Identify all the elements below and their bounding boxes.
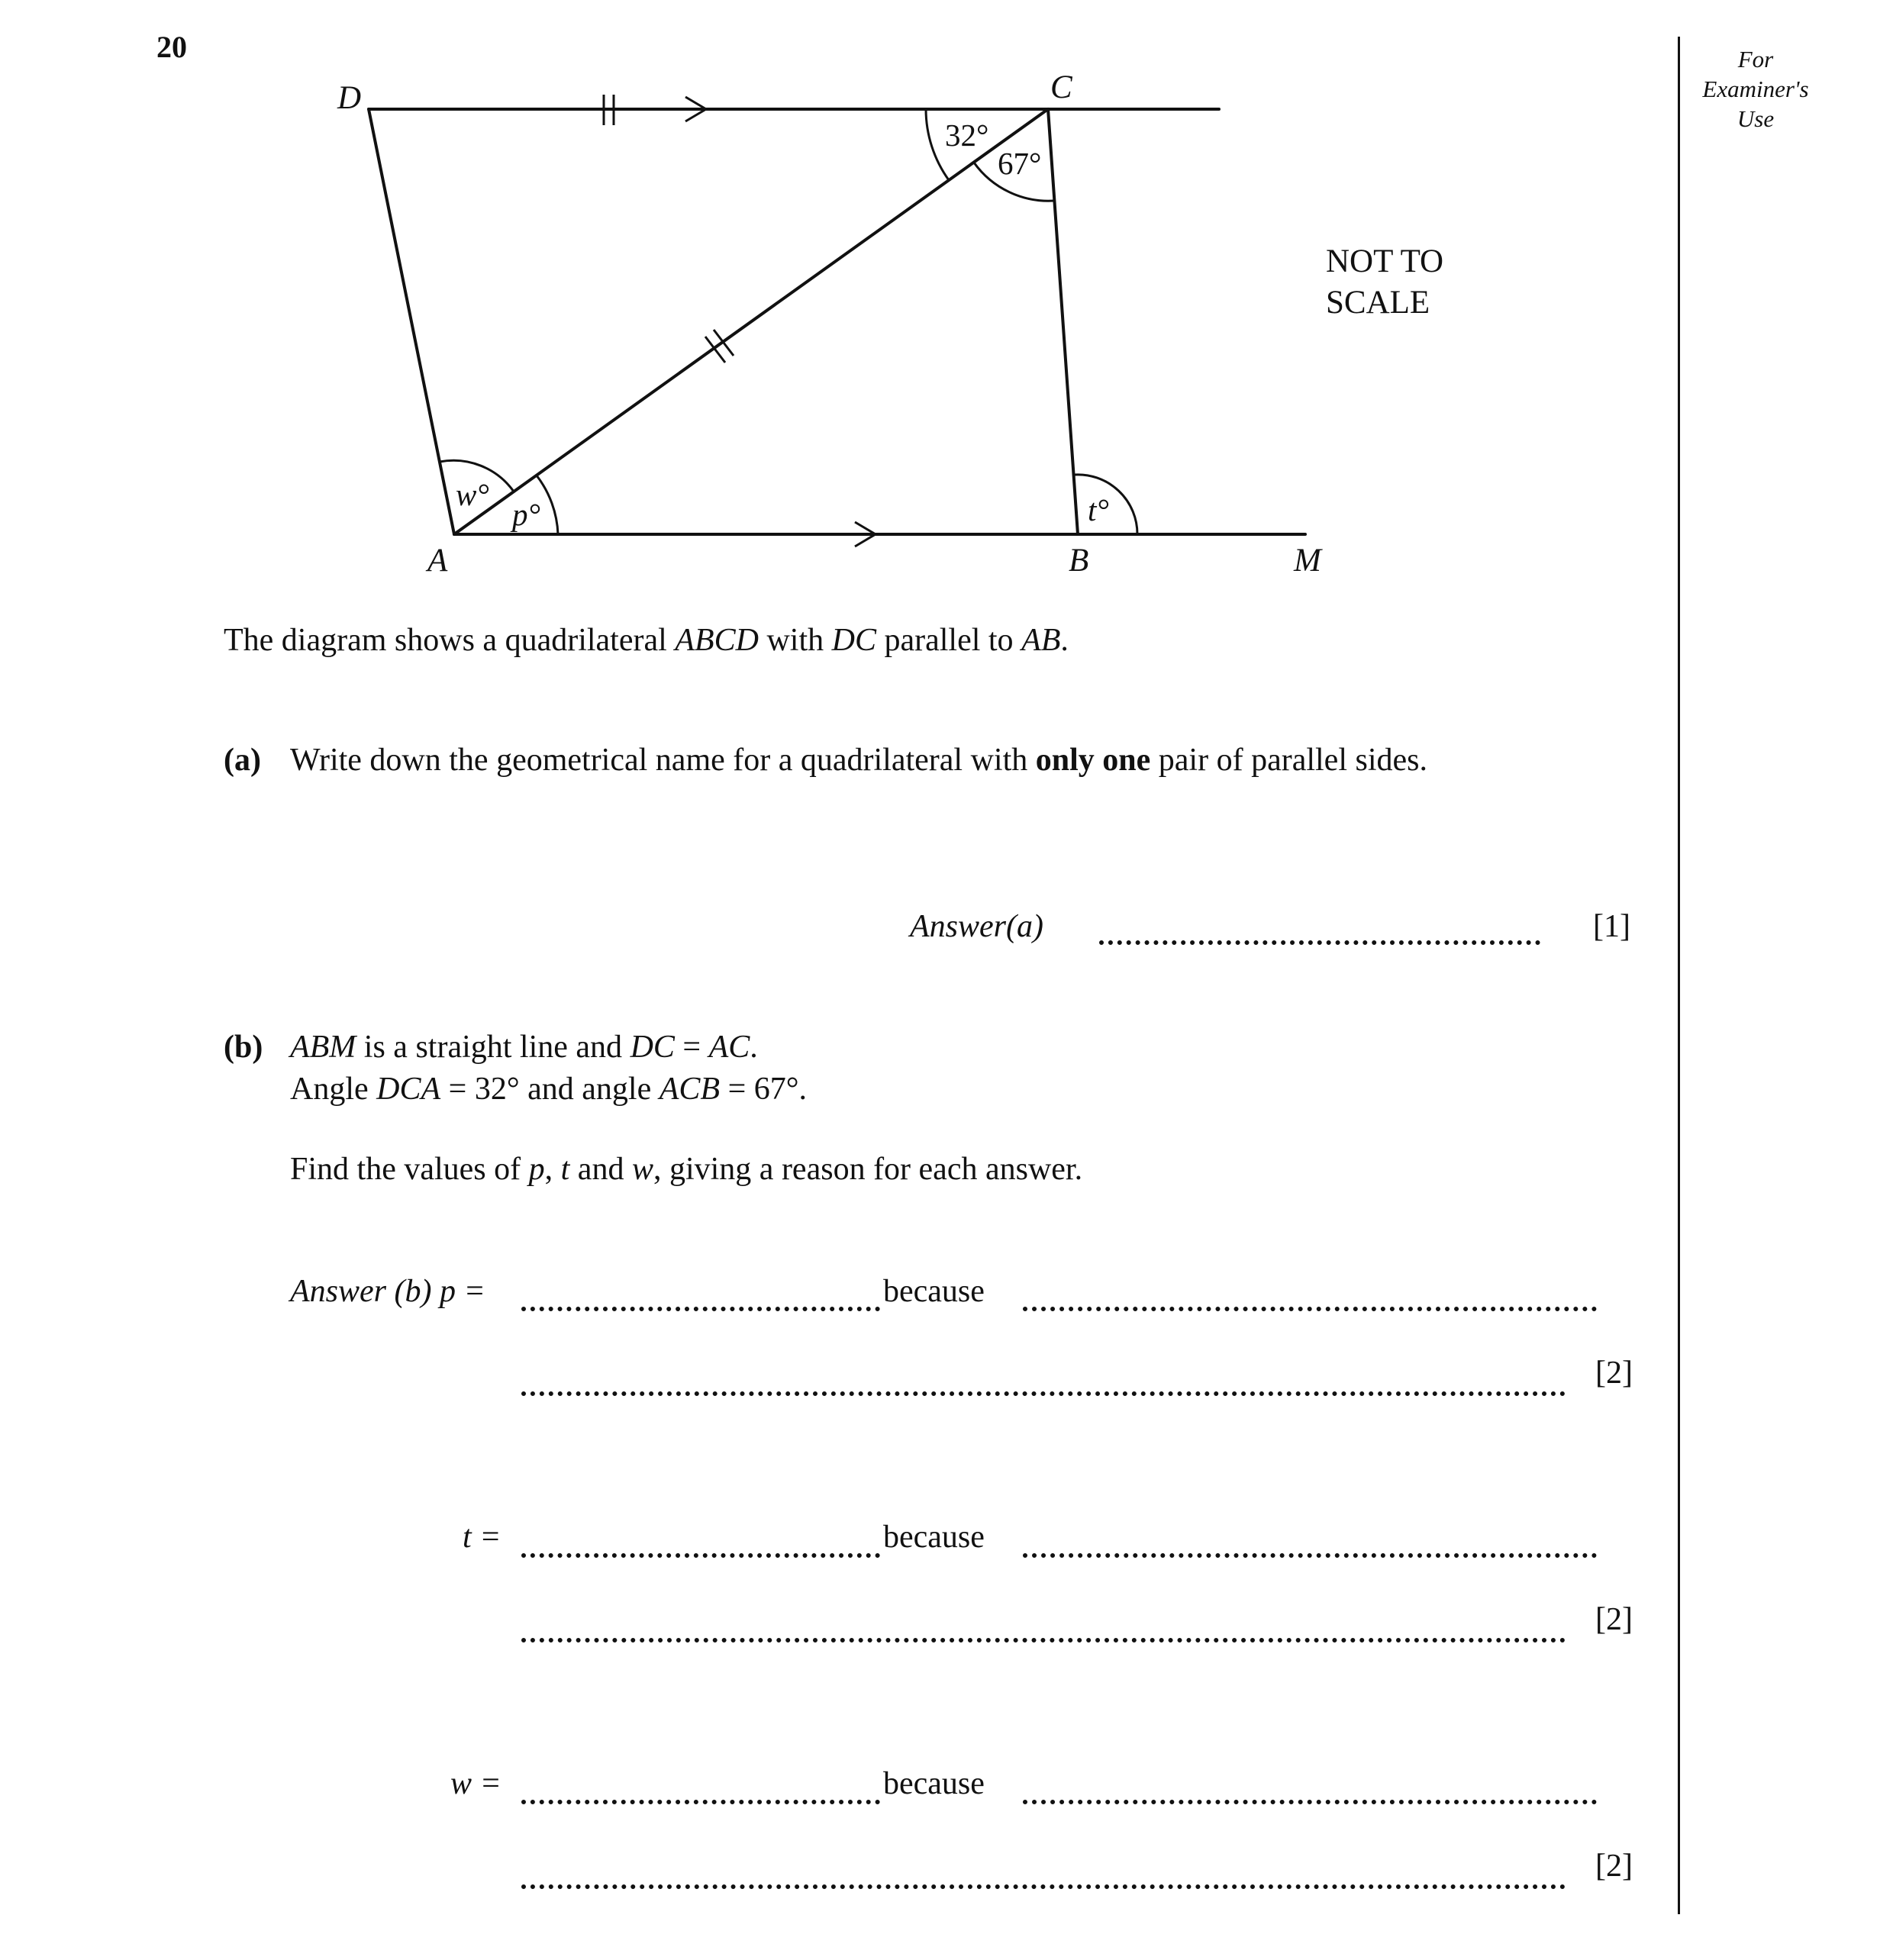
answer-p-label-text: Answer (b) p = [290,1274,485,1309]
answer-t-label-text: t = [463,1520,501,1555]
part-b-l2-text-1: Angle [290,1072,377,1107]
answer-w-reason-field[interactable] [1023,1800,1597,1804]
diagonal-ac [454,109,1048,534]
answer-t-value-field[interactable] [521,1553,880,1558]
angle-label-t: t° [1088,492,1109,527]
not-to-scale-line-1: NOT TO [1326,243,1444,279]
examiner-line-2: Examiner's [1702,76,1809,102]
answer-w-value-field[interactable] [521,1800,880,1804]
answer-p-value-field[interactable] [521,1307,880,1311]
question-number: 20 [156,30,187,64]
answer-a-field[interactable] [1099,940,1540,945]
angle-label-w: w° [456,477,489,512]
intro-dc: DC [831,623,876,658]
intro-text-4: . [1060,623,1069,658]
part-b-var-t: t [560,1152,570,1187]
answer-p-label [290,1273,485,1310]
part-b-line-2 [290,1071,807,1107]
side-cb [1048,109,1078,534]
part-b-dca: DCA [376,1072,441,1107]
answer-p-reason-field-2[interactable] [521,1391,1566,1396]
part-b-abm: ABM [290,1030,356,1065]
part-b-acb: ACB [659,1072,721,1107]
part-a-text-2: pair of parallel sides. [1150,743,1427,778]
side-da [369,109,454,534]
not-to-scale-note [1326,241,1443,324]
quadrilateral-diagram [0,0,1527,611]
intro-sentence [224,622,1069,659]
vertex-label-m: M [1294,543,1321,579]
mark-p: [2] [1595,1356,1633,1391]
vertex-label-a: A [427,543,448,579]
mark-w: [2] [1595,1849,1633,1884]
because-t: because [883,1520,985,1555]
part-b-dc: DC [630,1030,675,1065]
part-b-ac: AC [708,1030,750,1065]
examiner-margin-rule [1678,37,1680,1914]
angle-label-p: p° [512,497,540,532]
part-b-l3-text-2: , [544,1152,561,1187]
examiner-line-3: Use [1737,105,1775,132]
part-b-l3-text-4: , giving a reason for each answer. [653,1152,1083,1187]
part-a-text-1: Write down the geometrical name for a quadrilateral with [290,743,1036,778]
examiner-line-1: For [1737,46,1774,73]
part-a-emphasis: only one [1035,743,1151,778]
part-b-l3-text-1: Find the values of [290,1152,529,1187]
answer-t-reason-field-2[interactable] [521,1638,1566,1642]
part-b-l2-text-3: = 67°. [720,1072,808,1107]
answer-a-label-text: Answer(a) [910,909,1043,944]
examiner-use-label [1683,44,1828,134]
part-b-equals: = [674,1030,709,1065]
because-w: because [883,1766,985,1801]
part-a-label: (a) [224,743,261,778]
part-b-instruction [290,1151,1082,1188]
angle-label-acb: 67° [998,146,1042,181]
intro-text-3: parallel to [876,623,1022,658]
mark-t: [2] [1595,1602,1633,1637]
not-to-scale-line-2: SCALE [1326,285,1430,321]
answer-w-reason-field-2[interactable] [521,1884,1566,1889]
intro-abcd: ABCD [675,623,759,658]
answer-a-label [910,908,1043,945]
because-p: because [883,1274,985,1309]
answer-w-label [450,1765,501,1802]
part-a-question [290,742,1427,779]
part-b-l1-end: . [750,1030,758,1065]
intro-text-1: The diagram shows a quadrilateral [224,623,676,658]
part-b-l1-text: is a straight line and [356,1030,630,1065]
intro-ab: AB [1021,623,1061,658]
answer-w-label-text: w = [450,1766,501,1801]
intro-text-2: with [758,623,832,658]
part-b-var-p: p [528,1152,545,1187]
vertex-label-b: B [1069,543,1089,579]
part-b-var-w: w [631,1152,653,1187]
angle-label-dca: 32° [945,118,989,153]
part-b-line-1 [290,1029,758,1065]
vertex-label-c: C [1050,69,1072,105]
answer-t-label [463,1519,501,1555]
vertex-label-d: D [337,80,362,116]
answer-t-reason-field[interactable] [1023,1553,1597,1558]
part-b-l3-text-3: and [569,1152,632,1187]
part-b-label: (b) [224,1030,263,1065]
mark-a: [1] [1593,909,1630,944]
part-b-l2-text-2: = 32° and angle [440,1072,659,1107]
answer-p-reason-field[interactable] [1023,1307,1597,1311]
